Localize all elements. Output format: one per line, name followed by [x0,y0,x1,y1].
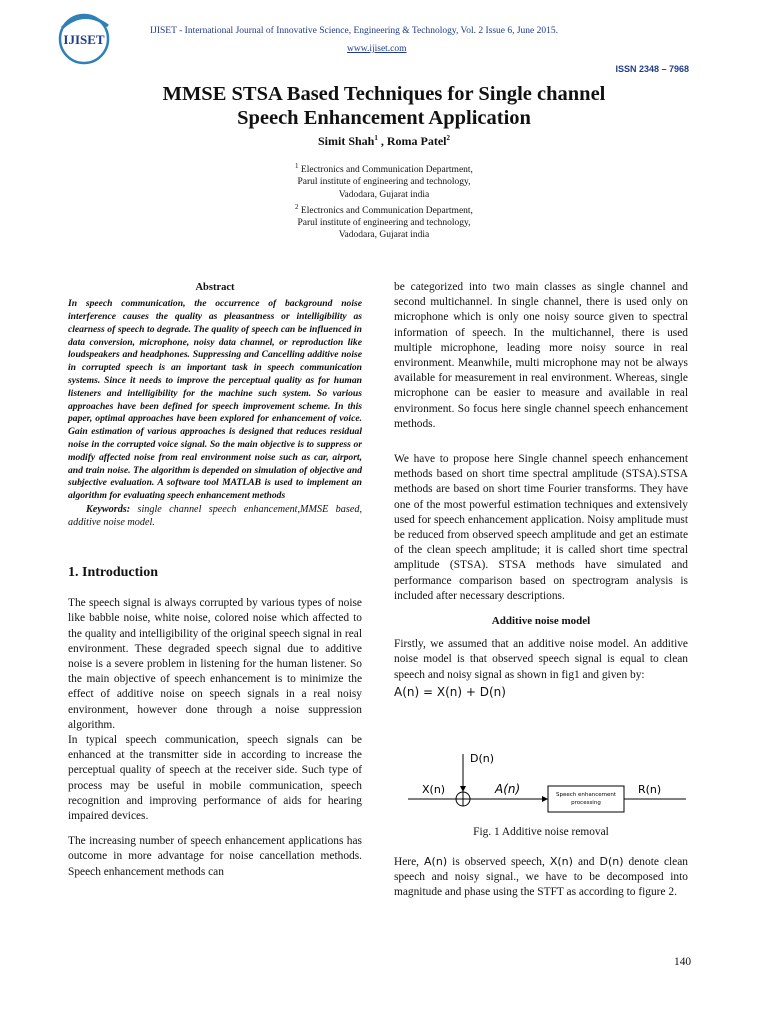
page-number: 140 [674,956,692,968]
affiliations [0,160,768,242]
keywords-label: Keywords: [86,503,131,515]
author-line [0,134,768,149]
right-paragraph-2: We have to propose here Single channel speech enhancement methods based on short time spectral amplitude (STSA).STSA methods are based on short time Fourier transforms. They have one of the most powerful estimation techniques and extensively used for speech enhancement application. Noisy amplitude must be reduced from observed speech amplitude and get an estimate of the clean speech amplitude; it is called short time spectral amplitude (STSA). STSA methods have simulated and performance comparison based on spectrogram analysis is included after necessary descriptions. [394,453,688,602]
fig-process-block [548,786,624,812]
title-line-1: MMSE STSA Based Techniques for Single channel [162,83,606,105]
figure-1-diagram [400,742,700,822]
affiliation-1-place: Vadodara, Gujarat india [338,189,430,200]
abstract-heading: Abstract [195,282,235,293]
fig-label-a: A(n) [495,782,521,796]
affiliation-2-place: Vadodara, Gujarat india [338,230,430,241]
journal-header: IJISET - International Journal of Innovative Science, Engineering & Technology, Vol. 2 Issue 6, June 2015. [150,26,559,36]
affiliation-2-dept: $^2$ Electronics and Communication Department, [295,202,473,216]
journal-website-link[interactable]: www.ijiset.com [347,44,407,54]
author-1-sup: 1 [374,134,378,142]
issn-label: ISSN 2348 – 7968 [615,64,689,74]
journal-logo [48,8,122,70]
title-line-2: Speech Enhancement Application [237,107,531,129]
affiliation-2-inst: Parul institute of engineering and technology, [297,218,471,229]
figure-1-caption: Fig. 1 Additive noise removal [473,826,609,838]
keywords [68,503,362,529]
additive-noise-heading: Additive noise model [491,615,591,628]
left-column [68,280,362,890]
author-1: Simit Shah [317,134,375,148]
intro-paragraph-3: The increasing number of speech enhancement applications has outcome in more advantage for noise cancellation methods. Speech enhancement methods can [68,835,362,878]
equation: A(n) = X(n) + D(n) [394,684,506,699]
fig-label-r: R(n) [638,783,662,796]
fig-label-d: D(n) [470,752,495,765]
paper-title [0,82,768,130]
right-column [394,280,688,700]
right-paragraph-1: be categorized into two main classes as single channel and second multichannel. In single channel, there is used only on microphone which is only one noisy source given to spectral information of speech. In the multichannel, there is used multiple microphone, leading more noisy source in real environment. Meanwhile, multi microphone may not be always available for measurement in real environment. Whereas, single microphone can be easier to measure and available in real environment. So focus here single channel speech enhancement methods. [394,281,688,430]
fig-label-x: X(n) [422,783,446,796]
author-2-sup: 2 [446,134,450,142]
abstract-body: In speech communication, the occurrence of background noise interference causes the quality as pleasantness or intelligibility as clearness of speech to degrade. The quality of speech can be influenced in data conversion, microphone, noisy data channel, or reproduction like loudspeakers and headphones. Suppressing and Cancelling additive noise in corrupted speech is an important task in speech communication systems. Since it needs to improve the perceptual quality as for human listeners and intelligibility for the machine such system. So various approaches have been defined for speech improvement scheme. In this paper, optimal approaches have been explored for enhancement of voice. Gain estimation of various approaches is designed that reduces residual noise in the corrupted voice signal. So the main objective is to suppress or modify affected noise from real environment noise such as car, airport, and train noise. The algorithm is depended on simulation of objective and subjective evaluation. A software tool MATLAB is used to implement an algorithm for evaluating speech enhancement methods [68,298,362,502]
intro-paragraph-1: The speech signal is always corrupted by various types of noise like babble noise, white noise, colored noise which affected to the quality and intelligibility of the original speech signal in real environment. These degraded speech signal due to additive noise is a severe problem in listening for the human listener. So the main objective of speech enhancement is to minimize the effect of additive noise on speech signals in a real noisy environment, however done through a noise suppression algorithm. [68,597,362,731]
author-separator: , [377,134,387,148]
intro-paragraph-2: In typical speech communication, speech signals can be enhanced at the transmitter side in according to increase the perceptual quality of speech at the receiver side. Such type of process may be useful in mobile communication, speech recognition and improving performance of aids for hearing impaired devices. [68,733,362,822]
intro-heading: 1. Introduction [68,564,158,580]
affiliation-1-inst: Parul institute of engineering and technology, [297,177,471,188]
author-2: Roma Patel [386,134,447,148]
logo-text: IJISET [63,32,105,47]
keywords-text: single channel speech enhancement,MMSE based, additive noise model. [68,503,362,528]
fig-block-line-1: Speech enhancement [555,792,617,798]
fig-block-line-2: processing [571,800,601,806]
right-paragraph-4: Here, A(n) is observed speech, X(n) and D(n) denote clean speech and noisy signal., we have to be decomposed into magnitude and phase using the STFT as according to figure 2. [394,855,688,899]
affiliation-1-dept: $^1$ Electronics and Communication Department, [295,162,473,176]
right-paragraph-3: Firstly, we assumed that an additive noise model. An additive noise model is that observed speech signal is equal to clean speech and noisy signal as shown in fig1 and given by: [394,638,688,681]
